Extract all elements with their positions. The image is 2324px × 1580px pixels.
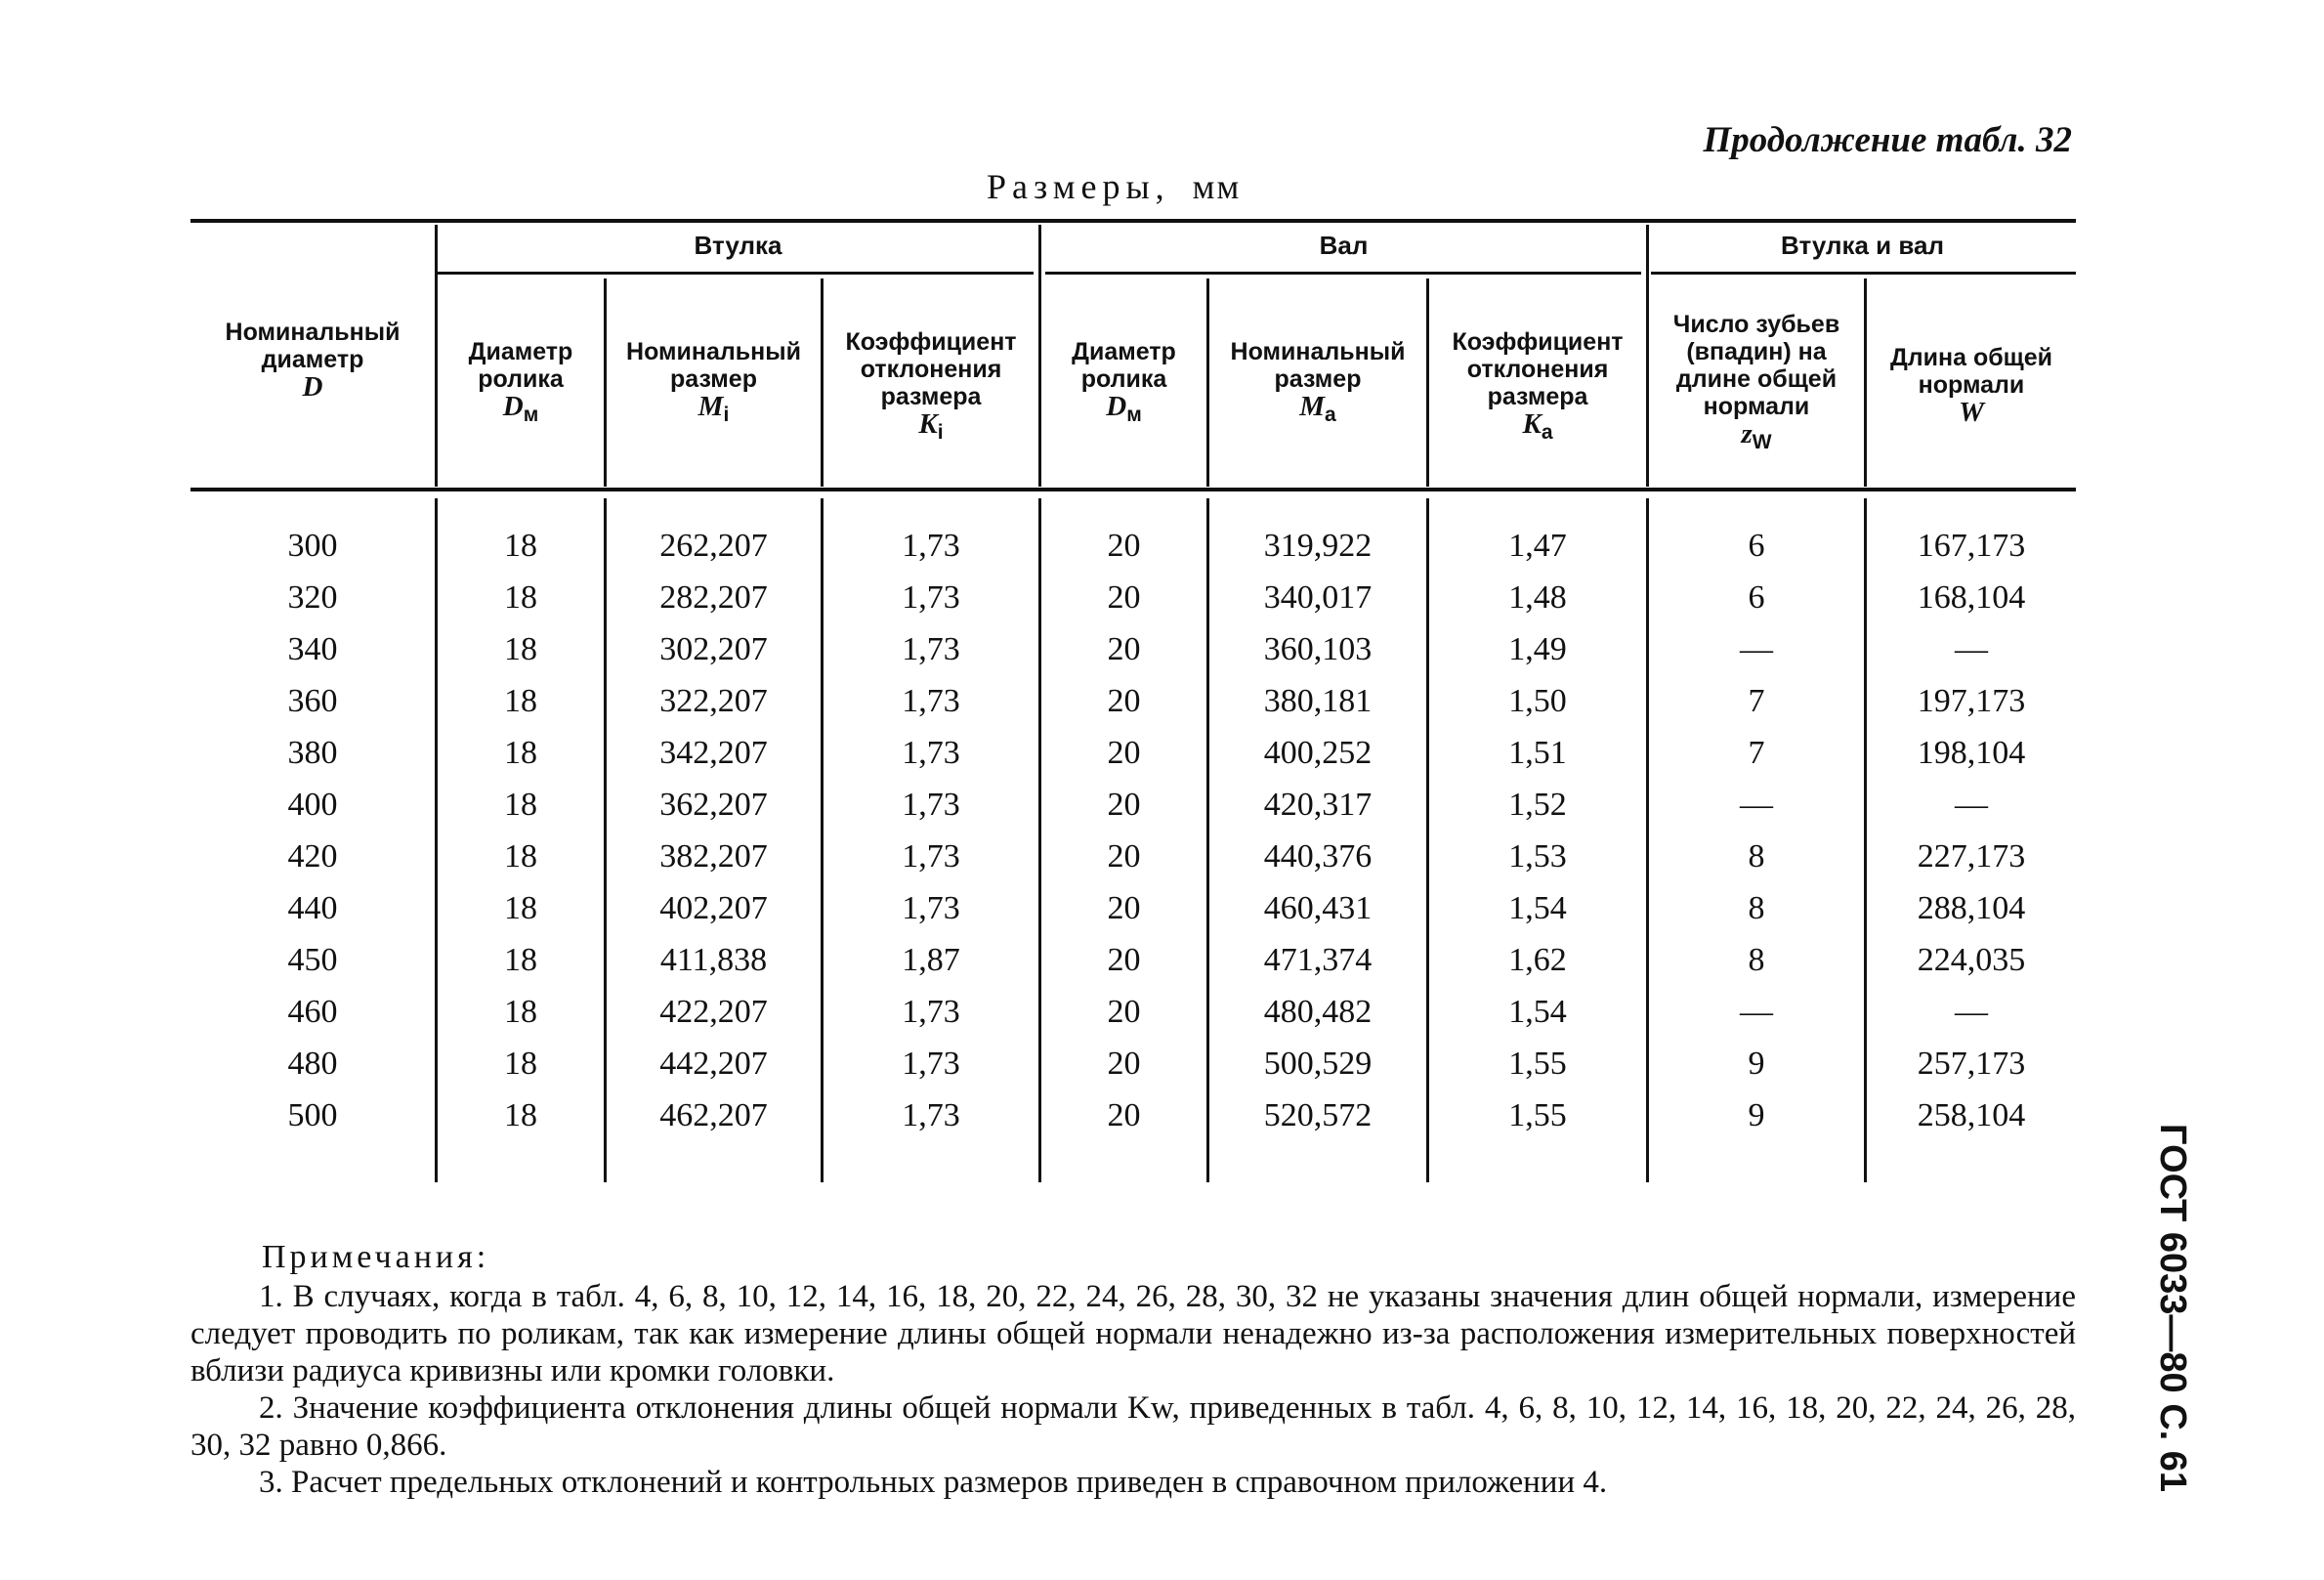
cell-bushing-roller: 18 bbox=[504, 631, 537, 667]
cell-bushing-roller: 18 bbox=[504, 838, 537, 875]
cell-teeth-count: 8 bbox=[1748, 942, 1765, 978]
cell-normal-length: 258,104 bbox=[1917, 1097, 2026, 1133]
cell-bushing-coef: 1,73 bbox=[902, 838, 960, 875]
cell-bushing-roller: 18 bbox=[504, 994, 537, 1030]
cell-shaft-coef: 1,50 bbox=[1508, 683, 1567, 719]
cell-shaft-roller: 20 bbox=[1107, 787, 1141, 823]
header-shaft-deviation-coef: Коэффициент отклонения размера $K_a$ bbox=[1452, 328, 1624, 444]
header-bushing-deviation-coef: Коэффициент отклонения размера $K_i$ bbox=[845, 328, 1017, 444]
cell-normal-length: 257,173 bbox=[1917, 1046, 2026, 1082]
cell-bushing-size: 422,207 bbox=[659, 994, 768, 1030]
cell-teeth-count: — bbox=[1740, 994, 1773, 1030]
cell-teeth-count: 9 bbox=[1748, 1046, 1765, 1082]
cell-bushing-roller: 18 bbox=[504, 1046, 537, 1082]
cell-shaft-roller: 20 bbox=[1107, 579, 1141, 616]
group-rule-both bbox=[1651, 272, 2076, 275]
cell-teeth-count: 6 bbox=[1748, 528, 1765, 564]
cell-nominal-diameter: 500 bbox=[287, 1097, 338, 1133]
cell-normal-length: — bbox=[1955, 631, 1988, 667]
cell-shaft-roller: 20 bbox=[1107, 631, 1141, 667]
cell-bushing-roller: 18 bbox=[504, 1097, 537, 1133]
cell-shaft-roller: 20 bbox=[1107, 683, 1141, 719]
cell-nominal-diameter: 360 bbox=[287, 683, 338, 719]
cell-shaft-coef: 1,54 bbox=[1508, 994, 1567, 1030]
cell-bushing-coef: 1,73 bbox=[902, 631, 960, 667]
cell-bushing-coef: 1,73 bbox=[902, 787, 960, 823]
table-continuation-label: Продолжение табл. 32 bbox=[1703, 120, 2072, 160]
cell-shaft-coef: 1,49 bbox=[1508, 631, 1567, 667]
cell-bushing-coef: 1,73 bbox=[902, 1097, 960, 1133]
cell-teeth-count: 8 bbox=[1748, 890, 1765, 926]
cell-normal-length: — bbox=[1955, 994, 1988, 1030]
cell-bushing-roller: 18 bbox=[504, 683, 537, 719]
header-bushing-roller-diameter: Диаметр ролика $D_м$ bbox=[468, 338, 573, 426]
cell-bushing-coef: 1,73 bbox=[902, 579, 960, 616]
cell-bushing-size: 462,207 bbox=[659, 1097, 768, 1133]
cell-normal-length: 227,173 bbox=[1917, 838, 2026, 875]
cell-nominal-diameter: 450 bbox=[287, 942, 338, 978]
cell-nominal-diameter: 320 bbox=[287, 579, 338, 616]
cell-bushing-roller: 18 bbox=[504, 528, 537, 564]
cell-normal-length: 224,035 bbox=[1917, 942, 2026, 978]
cell-bushing-size: 342,207 bbox=[659, 735, 768, 771]
cell-teeth-count: 6 bbox=[1748, 579, 1765, 616]
group-rule-shaft bbox=[1045, 272, 1641, 275]
cell-shaft-size: 471,374 bbox=[1263, 942, 1373, 978]
cell-teeth-count: 8 bbox=[1748, 838, 1765, 875]
cell-shaft-roller: 20 bbox=[1107, 528, 1141, 564]
cell-teeth-count: — bbox=[1740, 631, 1773, 667]
cell-bushing-coef: 1,73 bbox=[902, 890, 960, 926]
cell-bushing-coef: 1,73 bbox=[902, 994, 960, 1030]
cell-shaft-coef: 1,52 bbox=[1508, 787, 1567, 823]
cell-normal-length: 167,173 bbox=[1917, 528, 2026, 564]
sizes-unit: мм bbox=[1192, 167, 1242, 206]
cell-shaft-size: 420,317 bbox=[1263, 787, 1373, 823]
cell-shaft-roller: 20 bbox=[1107, 1046, 1141, 1082]
header-shaft-roller-diameter: Диаметр ролика $D_м$ bbox=[1072, 338, 1176, 426]
cell-shaft-coef: 1,47 bbox=[1508, 528, 1567, 564]
cell-shaft-size: 380,181 bbox=[1263, 683, 1373, 719]
cell-bushing-size: 322,207 bbox=[659, 683, 768, 719]
cell-shaft-coef: 1,53 bbox=[1508, 838, 1567, 875]
cell-bushing-size: 362,207 bbox=[659, 787, 768, 823]
group-header-shaft: Вал bbox=[1319, 231, 1369, 260]
cell-shaft-size: 319,922 bbox=[1263, 528, 1373, 564]
note-2: 2. Значение коэффициента отклонения длины общей нормали Kw, приведенных в табл. 4, 6, 8, 10, 12, 14, 16, 18, 20, 22, 24, 26, 28, 30, 32 равно 0,866. bbox=[190, 1390, 2076, 1463]
cell-bushing-roller: 18 bbox=[504, 942, 537, 978]
cell-nominal-diameter: 400 bbox=[287, 787, 338, 823]
cell-shaft-roller: 20 bbox=[1107, 1097, 1141, 1133]
cell-shaft-size: 480,482 bbox=[1263, 994, 1373, 1030]
cell-nominal-diameter: 340 bbox=[287, 631, 338, 667]
cell-normal-length: — bbox=[1955, 787, 1988, 823]
cell-shaft-roller: 20 bbox=[1107, 994, 1141, 1030]
cell-shaft-coef: 1,55 bbox=[1508, 1097, 1567, 1133]
header-nominal-diameter: Номинальный диаметр D bbox=[225, 319, 401, 403]
cell-bushing-coef: 1,87 bbox=[902, 942, 960, 978]
group-header-both: Втулка и вал bbox=[1781, 231, 1944, 260]
header-teeth-count: Число зубьев (впадин) на длине общей нормали $z_W$ bbox=[1672, 311, 1840, 453]
cell-bushing-size: 382,207 bbox=[659, 838, 768, 875]
cell-teeth-count: — bbox=[1740, 787, 1773, 823]
cell-nominal-diameter: 440 bbox=[287, 890, 338, 926]
cell-shaft-coef: 1,48 bbox=[1508, 579, 1567, 616]
standard-page-label: ГОСТ 6033—80 С. 61 bbox=[2152, 1124, 2193, 1493]
cell-bushing-roller: 18 bbox=[504, 890, 537, 926]
cell-bushing-size: 282,207 bbox=[659, 579, 768, 616]
table-header-rule bbox=[190, 488, 2076, 491]
table-top-rule bbox=[190, 219, 2076, 223]
cell-shaft-coef: 1,62 bbox=[1508, 942, 1567, 978]
note-1: 1. В случаях, когда в табл. 4, 6, 8, 10, 12, 14, 16, 18, 20, 22, 24, 26, 28, 30, 32 не указаны значения длин общей нормали, измерение следует проводить по роликам, так как измерение длины общей нормали ненадежно из-за расположения измерительных поверхностей вблизи радиуса кривизны или кромки головки. bbox=[190, 1279, 2076, 1388]
cell-bushing-size: 442,207 bbox=[659, 1046, 768, 1082]
cell-bushing-coef: 1,73 bbox=[902, 735, 960, 771]
cell-shaft-size: 400,252 bbox=[1263, 735, 1373, 771]
cell-bushing-coef: 1,73 bbox=[902, 683, 960, 719]
cell-shaft-roller: 20 bbox=[1107, 890, 1141, 926]
cell-normal-length: 168,104 bbox=[1917, 579, 2026, 616]
header-normal-length: Длина общей нормали W bbox=[1889, 344, 2053, 428]
cell-bushing-roller: 18 bbox=[504, 735, 537, 771]
cell-bushing-coef: 1,73 bbox=[902, 528, 960, 564]
cell-shaft-coef: 1,54 bbox=[1508, 890, 1567, 926]
cell-shaft-roller: 20 bbox=[1107, 942, 1141, 978]
notes bbox=[190, 1278, 2076, 1501]
cell-shaft-size: 460,431 bbox=[1263, 890, 1373, 926]
cell-shaft-size: 360,103 bbox=[1263, 631, 1373, 667]
cell-bushing-size: 262,207 bbox=[659, 528, 768, 564]
cell-nominal-diameter: 380 bbox=[287, 735, 338, 771]
cell-teeth-count: 7 bbox=[1748, 683, 1765, 719]
cell-shaft-size: 340,017 bbox=[1263, 579, 1373, 616]
cell-bushing-size: 402,207 bbox=[659, 890, 768, 926]
header-shaft-nominal-size: Номинальный размер $M_a$ bbox=[1230, 338, 1406, 426]
cell-bushing-coef: 1,73 bbox=[902, 1046, 960, 1082]
note-3: 3. Расчет предельных отклонений и контрольных размеров приведен в справочном приложении 4. bbox=[259, 1465, 1608, 1500]
header-bushing-nominal-size: Номинальный размер $M_i$ bbox=[626, 338, 801, 426]
cell-normal-length: 198,104 bbox=[1917, 735, 2026, 771]
cell-bushing-size: 302,207 bbox=[659, 631, 768, 667]
cell-shaft-coef: 1,55 bbox=[1508, 1046, 1567, 1082]
cell-normal-length: 288,104 bbox=[1917, 890, 2026, 926]
cell-nominal-diameter: 480 bbox=[287, 1046, 338, 1082]
cell-shaft-coef: 1,51 bbox=[1508, 735, 1567, 771]
notes-title: Примечания: bbox=[262, 1239, 490, 1275]
cell-nominal-diameter: 420 bbox=[287, 838, 338, 875]
cell-shaft-size: 440,376 bbox=[1263, 838, 1373, 875]
cell-shaft-roller: 20 bbox=[1107, 838, 1141, 875]
cell-bushing-roller: 18 bbox=[504, 787, 537, 823]
group-rule-bushing bbox=[438, 272, 1034, 275]
sizes-title-text: Размеры, bbox=[987, 167, 1170, 206]
cell-normal-length: 197,173 bbox=[1917, 683, 2026, 719]
cell-teeth-count: 7 bbox=[1748, 735, 1765, 771]
cell-shaft-size: 520,572 bbox=[1263, 1097, 1373, 1133]
cell-shaft-size: 500,529 bbox=[1263, 1046, 1373, 1082]
cell-shaft-roller: 20 bbox=[1107, 735, 1141, 771]
cell-nominal-diameter: 460 bbox=[287, 994, 338, 1030]
cell-teeth-count: 9 bbox=[1748, 1097, 1765, 1133]
cell-nominal-diameter: 300 bbox=[287, 528, 338, 564]
cell-bushing-roller: 18 bbox=[504, 579, 537, 616]
sizes-title bbox=[987, 166, 1241, 207]
group-header-bushing: Втулка bbox=[694, 231, 782, 260]
cell-bushing-size: 411,838 bbox=[659, 942, 768, 978]
